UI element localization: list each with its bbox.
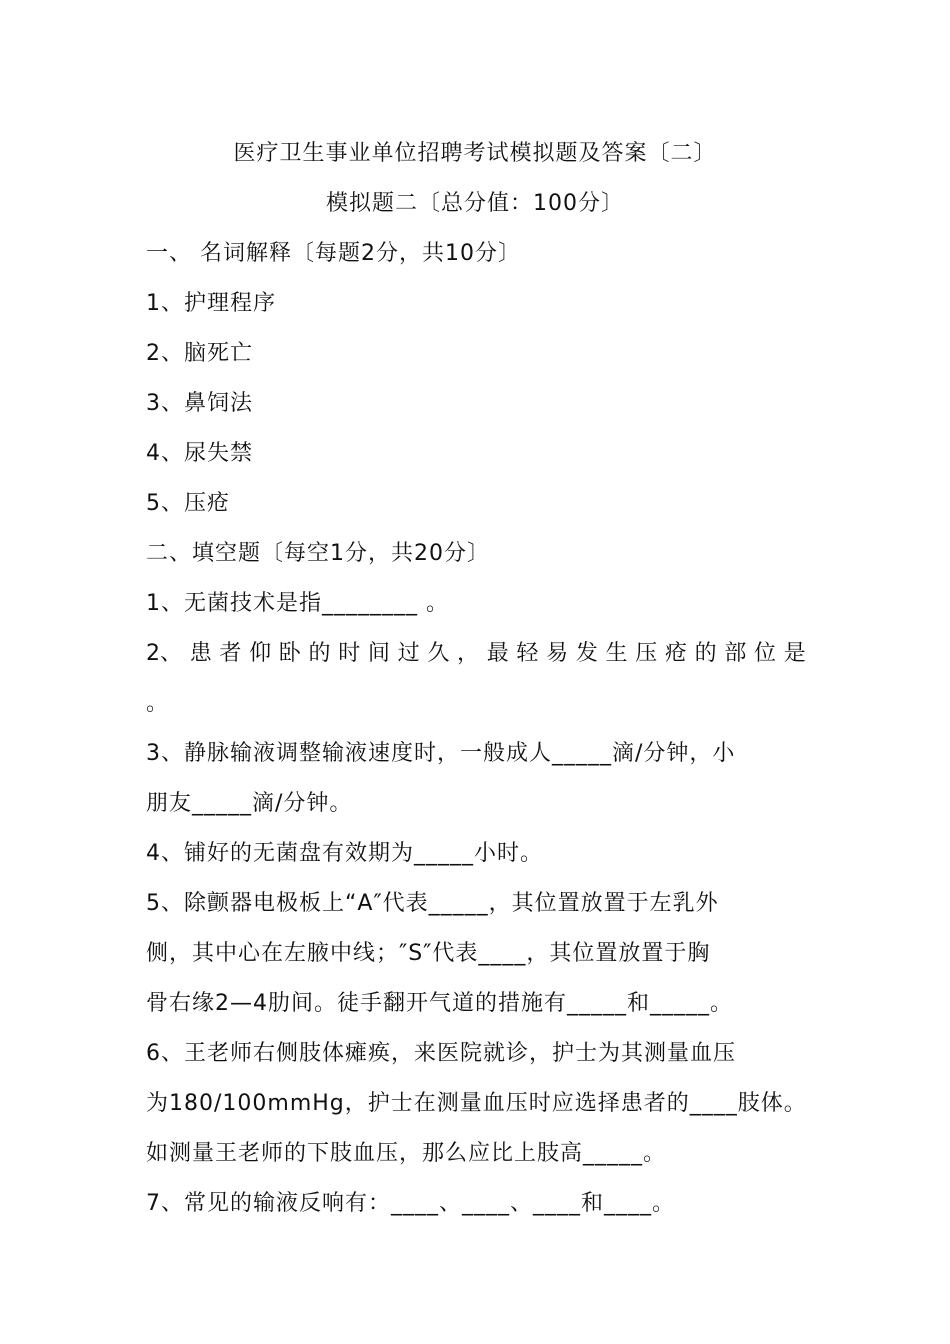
question-2-char: 2、 [146,641,182,666]
question-2-char: 患 [189,641,212,666]
question-3-line-1: 3、静脉输液调整输液速度时，一般成人_____滴/分钟，小 [146,741,736,766]
question-5-line-3: 骨右缘2—4肋间。徒手翻开气道的措施有_____和_____。 [146,991,733,1016]
question-3-line-2: 朋友_____滴/分钟。 [146,791,353,816]
question-2-char: 轻 [516,641,539,666]
question-2-char: 压 [635,641,658,666]
question-2-char: 易 [546,641,569,666]
section1-item-5: 5、压疮 [146,491,230,516]
document-subtitle: 模拟题二〔总分值：100分〕 [326,191,624,216]
question-4: 4、铺好的无菌盘有效期为_____小时。 [146,841,543,866]
question-2-char: 者 [219,641,242,666]
question-6-line-2: 为180/100mmHg，护士在测量血压时应选择患者的____肢体。 [146,1091,807,1116]
question-2-char: 间 [367,641,390,666]
question-2-char: 发 [575,641,598,666]
section1-heading: 一、 名词解释〔每题2分，共10分〕 [146,241,521,266]
question-7: 7、常见的输液反响有：____、____、____和____。 [146,1191,675,1216]
question-2-char: 最 [486,641,509,666]
question-2-char: ， [457,641,480,666]
question-2-char: 过 [397,641,420,666]
section2-heading: 二、填空题〔每空1分，共20分〕 [146,541,490,566]
question-2-char: 是 [783,641,806,666]
question-2-line-1 [146,636,806,667]
question-2-char: 位 [754,641,777,666]
question-6-line-3: 如测量王老师的下肢血压，那么应比上肢高_____。 [146,1141,667,1166]
question-5-line-2: 侧，其中心在左腋中线；″S″代表____，其位置放置于胸 [146,941,711,966]
question-2-char: 时 [338,641,361,666]
question-2-char: 卧 [278,641,301,666]
section1-item-4: 4、尿失禁 [146,441,253,466]
question-6-line-1: 6、王老师右侧肢体瘫痪，来医院就诊，护士为其测量血压 [146,1041,736,1066]
question-2-char: 疮 [664,641,687,666]
question-2-char: 部 [724,641,747,666]
section1-item-2: 2、脑死亡 [146,341,253,366]
question-2-line-2: 。 [146,691,170,716]
question-2-char: 的 [694,641,717,666]
question-2-char: 久 [427,641,450,666]
document-title: 医疗卫生事业单位招聘考试模拟题及答案〔二〕 [233,141,717,166]
question-2-char: 生 [605,641,628,666]
section1-item-1: 1、护理程序 [146,291,276,316]
section1-item-3: 3、鼻饲法 [146,391,253,416]
question-5-line-1: 5、除颤器电极板上“A″代表_____，其位置放置于左乳外 [146,891,719,916]
question-2-char: 的 [308,641,331,666]
question-1: 1、无菌技术是指________ 。 [146,591,449,616]
question-2-char: 仰 [249,641,272,666]
